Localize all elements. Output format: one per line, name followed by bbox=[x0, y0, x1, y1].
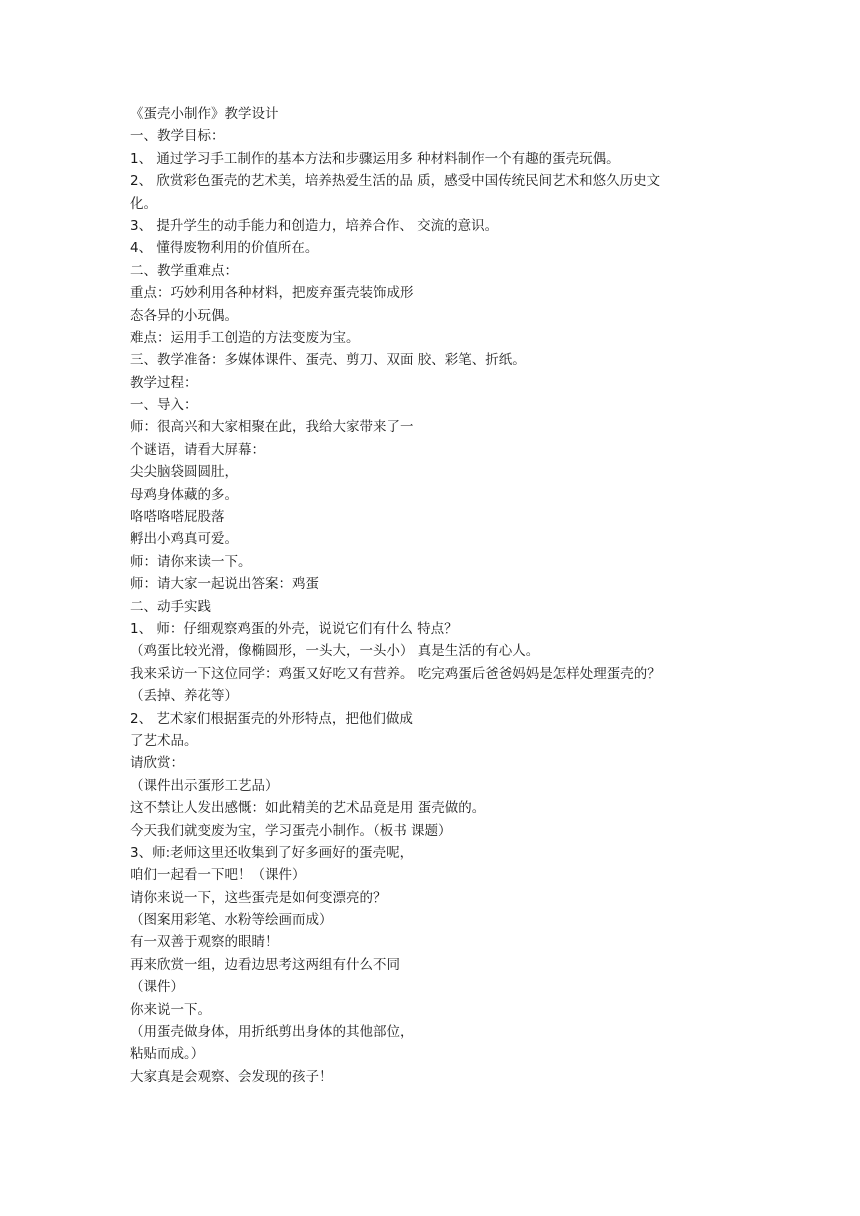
text-line: 请欣赏： bbox=[130, 755, 184, 772]
text-line: 我来采访一下这位同学：鸡蛋又好吃又有营养。 吃完鸡蛋后爸爸妈妈是怎样处理蛋壳的？ bbox=[130, 665, 661, 682]
text-line: 了艺术品。 bbox=[130, 732, 198, 749]
text-line: 4、 懂得废物利用的价值所在。 bbox=[130, 240, 319, 257]
text-line: 师：请大家一起说出答案：鸡蛋 bbox=[130, 576, 319, 593]
text-line: 师：很高兴和大家相聚在此，我给大家带来了一 bbox=[130, 419, 414, 436]
riddle-line: 尖尖脑袋圆圆肚， bbox=[130, 464, 238, 481]
section-heading-key-points: 二、教学重难点： bbox=[130, 262, 238, 279]
text-line: （丢掉、养花等） bbox=[130, 688, 238, 705]
text-line: 你来说一下。 bbox=[130, 1001, 211, 1018]
text-line: （鸡蛋比较光滑，像椭圆形，一头大，一头小） 真是生活的有心人。 bbox=[130, 643, 540, 660]
document-title: 《蛋壳小制作》教学设计 bbox=[130, 106, 279, 122]
text-line: 咱们一起看一下吧！（课件） bbox=[130, 867, 306, 884]
text-line: 1、 师：仔细观察鸡蛋的外壳，说说它们有什么 特点？ bbox=[130, 620, 458, 637]
text-line: 请你来说一下，这些蛋壳是如何变漂亮的？ bbox=[130, 889, 387, 906]
text-line: （课件出示蛋形工艺品） bbox=[130, 777, 279, 794]
section-heading-introduction: 一、导入： bbox=[130, 397, 198, 414]
text-line: 粘贴而成。） bbox=[130, 1046, 205, 1063]
document-body bbox=[130, 103, 750, 1088]
section-heading-objectives: 一、教学目标： bbox=[130, 128, 225, 145]
text-line: （用蛋壳做身体，用折纸剪出身体的其他部位， bbox=[130, 1024, 414, 1041]
section-heading-preparation: 三、教学准备：多媒体课件、蛋壳、剪刀、双面 胶、彩笔、折纸。 bbox=[130, 352, 526, 369]
text-line: 大家真是会观察、会发现的孩子！ bbox=[130, 1068, 333, 1085]
text-line: 重点：巧妙利用各种材料，把废弃蛋壳装饰成形 bbox=[130, 285, 414, 302]
riddle-line: 孵出小鸡真可爱。 bbox=[130, 531, 238, 548]
text-line: 化。 bbox=[130, 195, 157, 212]
text-line: 再来欣赏一组，边看边思考这两组有什么不同 bbox=[130, 956, 400, 973]
text-line: 2、 欣赏彩色蛋壳的艺术美，培养热爱生活的品 质，感受中国传统民间艺术和悠久历史文 bbox=[130, 173, 661, 190]
riddle-line: 母鸡身体藏的多。 bbox=[130, 486, 238, 503]
text-line: （课件） bbox=[130, 979, 184, 996]
text-line: 师：请你来读一下。 bbox=[130, 553, 252, 570]
text-line: 1、 通过学习手工制作的基本方法和步骤运用多 种材料制作一个有趣的蛋壳玩偶。 bbox=[130, 150, 620, 167]
section-heading-process: 教学过程： bbox=[130, 374, 198, 391]
text-line: 态各异的小玩偶。 bbox=[130, 307, 238, 324]
section-heading-practice: 二、动手实践 bbox=[130, 598, 211, 615]
text-line: 这不禁让人发出感慨：如此精美的艺术品竟是用 蛋壳做的。 bbox=[130, 800, 486, 817]
text-line: 3、 提升学生的动手能力和创造力，培养合作、 交流的意识。 bbox=[130, 217, 499, 234]
text-line: （图案用彩笔、水粉等绘画而成） bbox=[130, 912, 333, 929]
text-line: 难点：运用手工创造的方法变废为宝。 bbox=[130, 329, 360, 346]
text-line: 3、师:老师这里还收集到了好多画好的蛋壳呢， bbox=[130, 844, 414, 861]
text-line: 2、 艺术家们根据蛋壳的外形特点，把他们做成 bbox=[130, 710, 413, 727]
riddle-line: 咯嗒咯嗒屁股落 bbox=[130, 509, 225, 526]
text-line: 今天我们就变废为宝，学习蛋壳小制作。（板书 课题） bbox=[130, 822, 452, 839]
text-line: 有一双善于观察的眼睛！ bbox=[130, 934, 279, 951]
text-line: 个谜语，请看大屏幕： bbox=[130, 441, 265, 458]
